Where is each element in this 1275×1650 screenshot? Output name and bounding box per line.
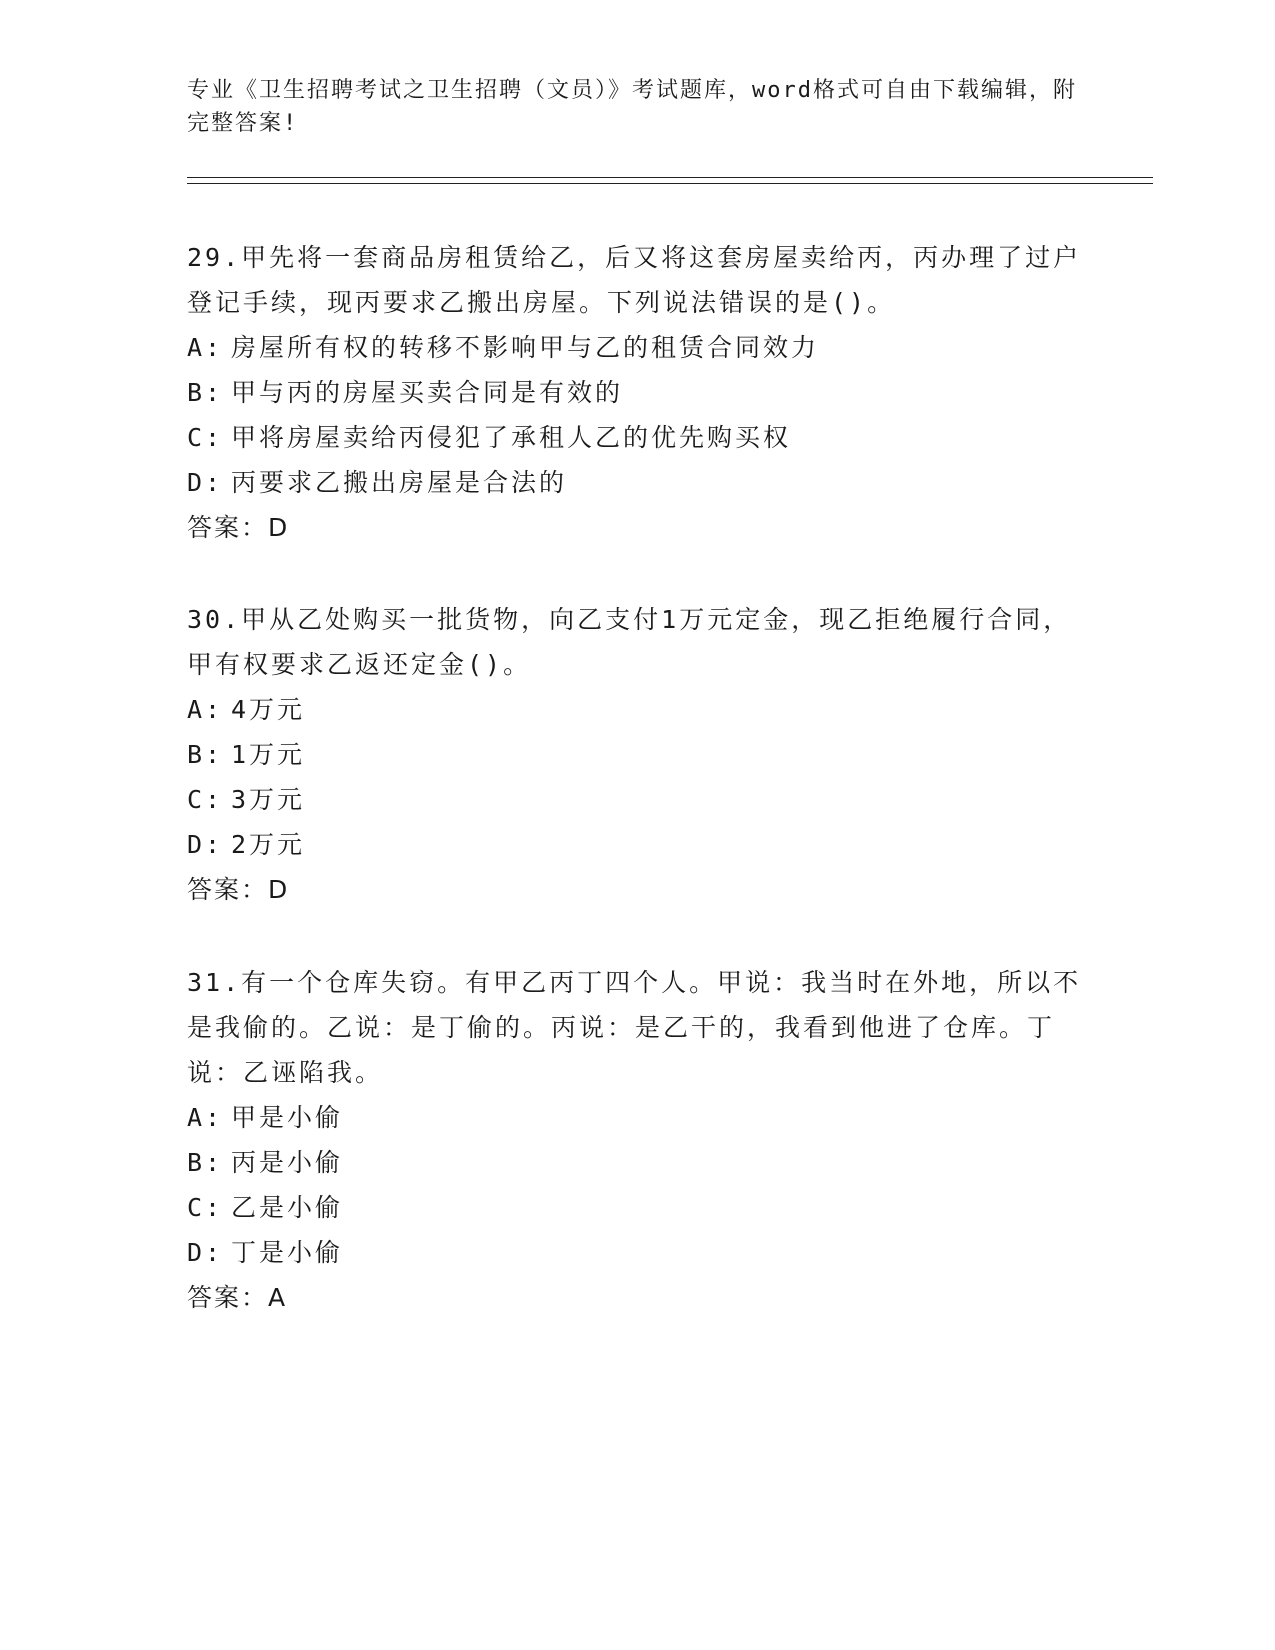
option-key: B:	[187, 1148, 224, 1177]
option-b	[187, 1140, 1087, 1185]
option-c	[187, 415, 1087, 460]
answer: 答案：D	[187, 875, 290, 904]
option-text: 1万元	[231, 740, 306, 769]
option-key: A:	[187, 333, 224, 362]
option-d	[187, 1230, 1087, 1275]
option-d	[187, 822, 1087, 867]
option-key: D:	[187, 830, 224, 859]
option-text: 甲是小偷	[231, 1103, 344, 1132]
option-text: 丁是小偷	[231, 1238, 344, 1267]
option-text: 乙是小偷	[231, 1193, 344, 1222]
option-c	[187, 777, 1087, 822]
option-text: 4万元	[231, 695, 306, 724]
header-intro: 专业《卫生招聘考试之卫生招聘（文员）》考试题库，word格式可自由下载编辑，附完整答案!	[187, 78, 1077, 136]
question-stem: 30.甲从乙处购买一批货物，向乙支付1万元定金，现乙拒绝履行合同，甲有权要求乙返还定金()。	[187, 605, 1072, 679]
option-key: D:	[187, 1238, 224, 1267]
option-key: C:	[187, 423, 224, 452]
option-d	[187, 460, 1087, 505]
option-text: 甲将房屋卖给丙侵犯了承租人乙的优先购买权	[231, 423, 792, 452]
option-c	[187, 1185, 1087, 1230]
option-key: C:	[187, 1193, 224, 1222]
option-b	[187, 732, 1087, 777]
answer: 答案：D	[187, 513, 290, 542]
header-divider-bottom	[187, 183, 1153, 184]
option-key: B:	[187, 740, 224, 769]
option-text: 房屋所有权的转移不影响甲与乙的租赁合同效力	[231, 333, 820, 362]
option-key: C:	[187, 785, 224, 814]
option-a	[187, 1095, 1087, 1140]
option-a	[187, 325, 1087, 370]
option-key: D:	[187, 468, 224, 497]
question-29	[187, 235, 1087, 550]
option-key: A:	[187, 1103, 224, 1132]
option-key: B:	[187, 378, 224, 407]
option-text: 甲与丙的房屋买卖合同是有效的	[231, 378, 624, 407]
option-key: A:	[187, 695, 224, 724]
header-divider-top	[187, 177, 1153, 178]
option-text: 丙要求乙搬出房屋是合法的	[231, 468, 568, 497]
option-text: 3万元	[231, 785, 306, 814]
option-text: 丙是小偷	[231, 1148, 344, 1177]
question-stem: 31.有一个仓库失窃。有甲乙丙丁四个人。甲说：我当时在外地，所以不是我偷的。乙说：是丁偷的。丙说：是乙干的，我看到他进了仓库。丁说：乙诬陷我。	[187, 968, 1082, 1087]
option-b	[187, 370, 1087, 415]
option-text: 2万元	[231, 830, 306, 859]
question-30	[187, 597, 1087, 912]
question-stem: 29.甲先将一套商品房租赁给乙，后又将这套房屋卖给丙，丙办理了过户登记手续，现丙要求乙搬出房屋。下列说法错误的是()。	[187, 243, 1082, 317]
answer: 答案：A	[187, 1283, 288, 1312]
option-a	[187, 687, 1087, 732]
question-31	[187, 960, 1087, 1320]
